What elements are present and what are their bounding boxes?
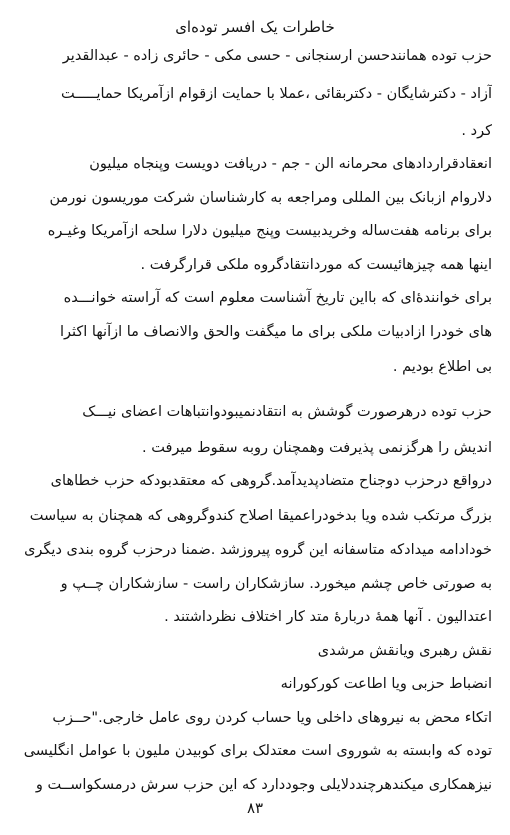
text-line: های خودرا ازادبیات ملکی برای ما میگفت والحق والانصاف ما ازآنها اکثرا [59,324,492,340]
text-line: دلاروام ازبانک بین المللی ومراجعه به کارشناسان شرکت موریسون نورمن [49,190,492,206]
text-line: کرد . [461,123,492,139]
text-line: بی اطلاع بودیم . [392,359,492,375]
text-line: نیزهمکاری میکندهرچنددلایلی وجوددارد که این حزب سرش درمسکواســت و [35,777,492,793]
text-line: خودادامه میدادکه متاسفانه این گروه پیروزشد .ضمنا درحزب گروه بندی دیگری [24,542,492,558]
text-line: توده که وابسته به شوروی است معتدلک برای کوبیدن ملیون با عوامل انگلیسی [23,743,492,759]
text-line: نقش رهبری ویانقش مرشدی [317,643,492,659]
text-line: اندیش را هرگزنمی پذیرفت وهمچنان روبه سقوط میرفت . [142,440,492,456]
text-line: درواقع درحزب دوجناح متضادپدیدآمد.گروهی که معتقدبودکه حزب خطاهای [50,473,492,489]
text-line: به صورتی خاص چشم میخورد. سازشکاران راست - سازشکاران چــپ و [60,576,492,592]
text-line: انعقادقراردادهای محرمانه الن - جم - دریافت دویست وپنجاه میلیون [89,156,492,172]
text-line: آزاد - دکترشایگان - دکتربقائی ،عملا با حمایت ازقوام ازآمریکا حمایـــــت [60,86,492,102]
text-line: حزب توده درهرصورت گوشش به انتقادنمیبودوانتباهات اعضای نیـــک [82,404,492,420]
text-line: برای خوانندۀای که بااین تاریخ آشناست معلوم است که آراسته خوانـــده [63,290,492,306]
text-line: اعتدالیون . آنها همۀ دربارۀ متد کار اختلاف نظرداشتند . [164,609,492,625]
page-number: ۸۳ [246,799,264,817]
text-line: اتکاء محض به نیروهای داخلی ویا حساب کردن روی عامل خارجی."حــزب [52,710,492,726]
text-line: برای برنامه هفت‌ساله وخریدبیست وپنج میلیون دلارا سلحه ازآمریکا وغیـره [47,223,492,239]
text-line: انضباط حزبی ویا اطاعت کورکورانه [280,676,492,692]
text-line: اینها همه چیزهائیست که موردانتقادگروه ملکی قرارگرفت . [140,257,492,273]
text-line: حزب توده همانندحسن ارسنجانی - حسی مکی - حائری زاده - عبدالقدیر [62,48,492,64]
running-header: خاطرات یک افسر توده‌ای [175,18,335,36]
text-line: بزرگ مرتکب شده ویا بدخودراعمیقا اصلاح کندوگروهی که همچنان به سیاست [29,508,492,524]
